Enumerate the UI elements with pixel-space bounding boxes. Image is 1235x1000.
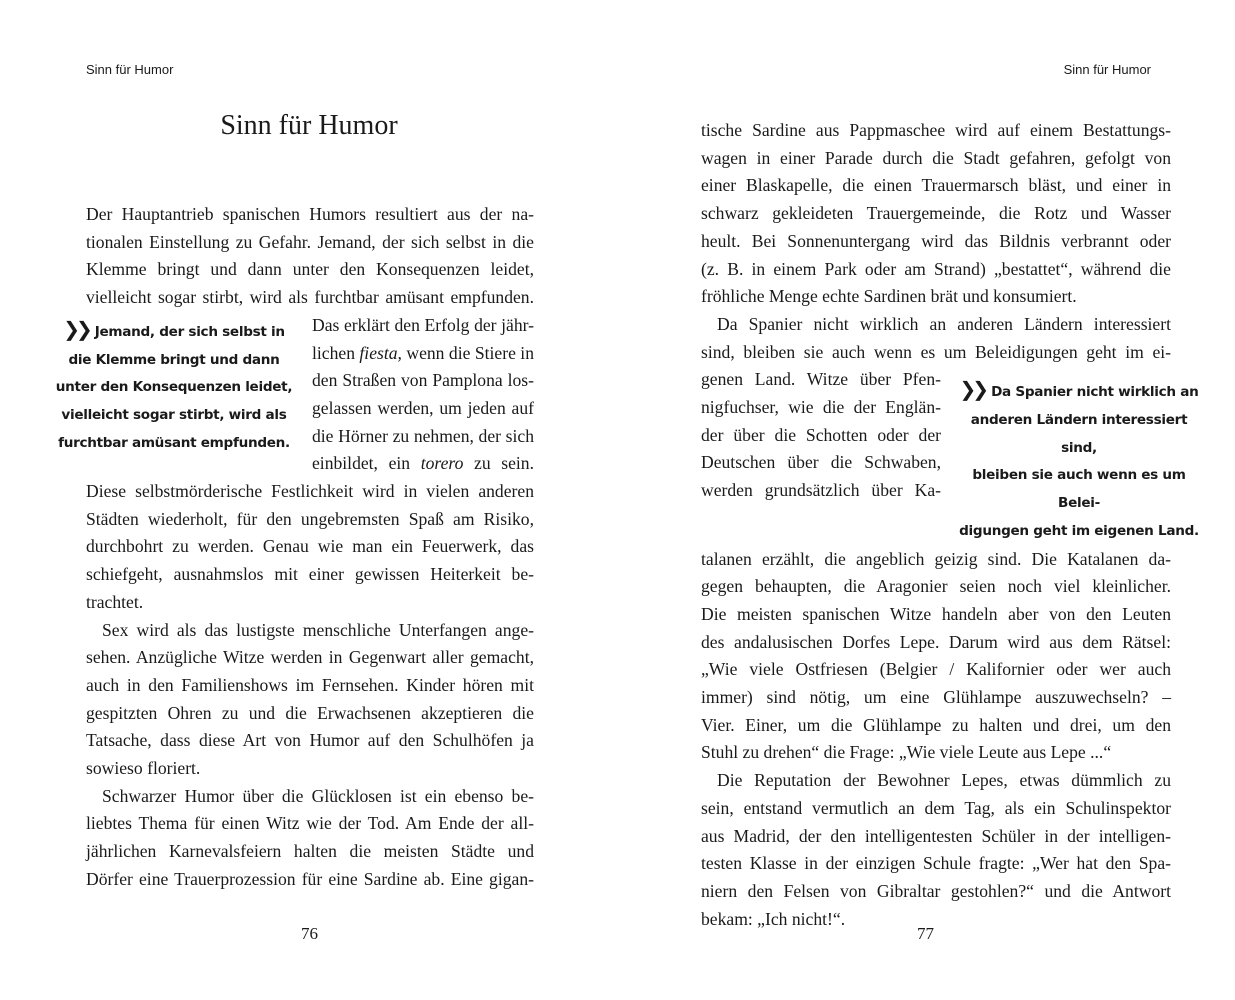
text-line: tische Sardine aus Pappmaschee wird auf einem Bestattungs- (701, 120, 1171, 140)
text-span: lichen (312, 342, 360, 363)
text-span: einbildet, ein (312, 453, 421, 474)
text-line: genen Land. Witze über Pfen- (701, 369, 941, 390)
text-line: Deutschen über die Schwaben, (701, 452, 941, 473)
text-line: gespitzten Ohren zu und die Erwachsenen akzeptieren die (86, 702, 534, 723)
paragraph (701, 767, 1171, 933)
text-line: werden grundsätzlich über Ka- (701, 480, 941, 501)
text-line: Diese selbstmörderische Festlichkeit wird in vielen anderen (86, 481, 534, 502)
text-line: durchbohrt zu werden. Genau wie man ein Feuerwerk, das (86, 536, 534, 557)
pullquote-line: furchtbar amüsant empfunden. (58, 434, 290, 451)
paragraph (86, 201, 534, 312)
pullquote-text: Da Spanier nicht wirklich an (991, 384, 1199, 401)
running-head: Sinn für Humor (1063, 62, 1151, 77)
paragraph (701, 311, 1199, 767)
pullquote-line (957, 376, 1201, 407)
pullquote-line: vielleicht sogar stirbt, wird als (61, 406, 287, 423)
text-line: schwarz gekleideten Trauergemeinde, die Rotz und Wasser (701, 203, 1171, 224)
wrapped-text (312, 312, 534, 478)
text-line: sowieso floriert. (86, 758, 201, 779)
text-span: zu sein. (463, 453, 534, 474)
text-line: wagen in einer Parade durch die Stadt gefahren, gefolgt von (701, 147, 1171, 168)
paragraph (86, 617, 534, 783)
text-line: heult. Bei Sonnenuntergang wird das Bildnis verbrannt oder (701, 230, 1171, 251)
text-line: sein, entstand vermutlich an dem Tag, als ein Schulinspektor (701, 797, 1171, 818)
text-line (312, 312, 534, 340)
text-line: tionalen Einstellung zu Gefahr. Jemand, der sich selbst in die (86, 231, 534, 252)
text-span: Das erklärt den Erfolg der jähr- (312, 314, 534, 335)
text-span: den Straßen von Pamplona los- (312, 370, 534, 391)
pullquote-line: die Klemme bringt und dann (68, 351, 280, 368)
pullquote-line: bleiben sie auch wenn es um Belei- (972, 467, 1186, 512)
paragraph (701, 117, 1171, 311)
text-line: Städten wiederholt, für den ungebremsten Spaß am Risiko, (86, 508, 534, 529)
wrapped-text (701, 366, 941, 545)
left-page (0, 0, 617, 1000)
body-text (701, 117, 1199, 933)
text-line: Vier. Einer, um die Glühlampe zu halten und drei, um den (701, 714, 1171, 735)
text-line: sehen. Anzügliche Witze werden in Gegenwart aller gemacht, (86, 647, 534, 668)
pullquote (54, 312, 294, 478)
running-head: Sinn für Humor (86, 62, 174, 77)
text-line: auch in den Familienshows im Fernsehen. Kinder hören mit (86, 674, 534, 695)
quote-chevron-icon: ❯❯ (959, 377, 986, 402)
text-line: Tatsache, dass diese Art von Humor auf den Schulhöfen ja (86, 730, 534, 751)
text-line (312, 450, 534, 478)
text-line: (z. B. in einem Park oder am Strand) „bestattet“, während die (701, 258, 1171, 279)
text-line: fröhliche Menge echte Sardinen brät und konsumiert. (701, 286, 1077, 307)
text-line: Da Spanier nicht wirklich an anderen Ländern interessiert (717, 313, 1171, 334)
text-line: des andalusischen Dorfes Lepe. Darum wird aus dem Rätsel: (701, 631, 1171, 652)
text-line (312, 423, 534, 451)
text-line: bekam: „Ich nicht!“. (701, 908, 846, 929)
text-line: Stuhl zu drehen“ die Frage: „Wie viele Leute aus Lepe ...“ (701, 742, 1112, 763)
page-number-text: 77 (917, 924, 934, 943)
text-span: die Hörner zu nehmen, der sich (312, 425, 534, 446)
text-line: Die meisten spanischen Witze handeln aber von den Leuten (701, 603, 1171, 624)
text-line: Der Hauptantrieb spanischen Humors resultiert aus der na- (86, 204, 534, 224)
text-line: „Wie viele Ostfriesen (Belgier / Kalifornier oder wer auch (701, 659, 1171, 680)
page-number (618, 924, 1235, 944)
quote-chevron-icon: ❯❯ (63, 316, 89, 341)
text-line: aus Madrid, der den intelligentesten Schüler in der intelligen- (701, 825, 1171, 846)
text-line: einer Blaskapelle, die einen Trauermarsch bläst, und einer in (701, 175, 1171, 196)
page-number-text: 76 (301, 924, 318, 943)
text-line: schiefgeht, ausnahmslos mit einer gewissen Heiterkeit be- (86, 564, 534, 585)
text-span: wenn die Stiere in (401, 342, 534, 363)
pullquote-wrap-block (55, 312, 534, 478)
pullquote-line (54, 316, 294, 347)
pullquote-line: anderen Ländern interessiert sind, (970, 412, 1188, 456)
text-line: sind, bleiben sie auch wenn es um Beleidigungen geht im ei- (701, 341, 1171, 362)
italic-term: torero (420, 453, 464, 474)
body-text (55, 201, 534, 894)
paragraph (86, 478, 534, 617)
pullquote-wrap-block (701, 366, 1199, 545)
text-line: vielleicht sogar stirbt, wird als furchtbar amüsant empfunden. (86, 287, 534, 308)
text-line: gegen behaupten, die Aragonier seien noch viel kleinlicher. (701, 576, 1171, 597)
pullquote (957, 366, 1201, 545)
pullquote-line: digungen geht im eigenen Land. (959, 522, 1199, 539)
text-line: Schwarzer Humor über die Glücklosen ist ein ebenso be- (102, 785, 534, 806)
text-line: talanen erzählt, die angeblich geizig sind. Die Katalanen da- (701, 548, 1171, 569)
text-line (312, 340, 534, 368)
text-line (312, 367, 534, 395)
pullquote-line: unter den Konsequenzen leidet, (55, 379, 293, 396)
text-line: Sex wird als das lustigste menschliche Unterfangen ange- (102, 619, 534, 640)
italic-term: fiesta, (359, 342, 402, 363)
text-line: jährlichen Karnevalsfeiern halten die meisten Städte und (86, 841, 534, 862)
text-line: niern den Felsen von Gibraltar gestohlen?“ und die Antwort (701, 880, 1171, 901)
right-page (618, 0, 1235, 1000)
text-line: Die Reputation der Bewohner Lepes, etwas dümmlich zu (717, 770, 1171, 791)
page-number (0, 924, 617, 944)
paragraph (86, 783, 534, 894)
chapter-title: Sinn für Humor (220, 110, 398, 141)
text-line: nigfuchser, wie die der Englän- (701, 397, 941, 418)
text-line: testen Klasse in der einzigen Schule fragte: „Wer hat den Spa- (701, 853, 1171, 874)
text-line: der über die Schotten oder der (701, 424, 941, 445)
text-line: liebtes Thema für einen Witz wie der Tod. Am Ende der all- (86, 813, 534, 834)
text-line (312, 395, 534, 423)
text-line: Dörfer eine Trauerprozession für eine Sardine ab. Eine gigan- (86, 868, 534, 889)
text-span: gelassen werden, um jeden auf (312, 397, 534, 418)
pullquote-text: Jemand, der sich selbst in (94, 323, 285, 340)
text-line: trachtet. (86, 591, 144, 612)
text-line: immer) sind nötig, um eine Glühlampe auszuwechseln? – (701, 687, 1171, 708)
text-line: Klemme bringt und dann unter den Konsequenzen leidet, (86, 259, 534, 280)
